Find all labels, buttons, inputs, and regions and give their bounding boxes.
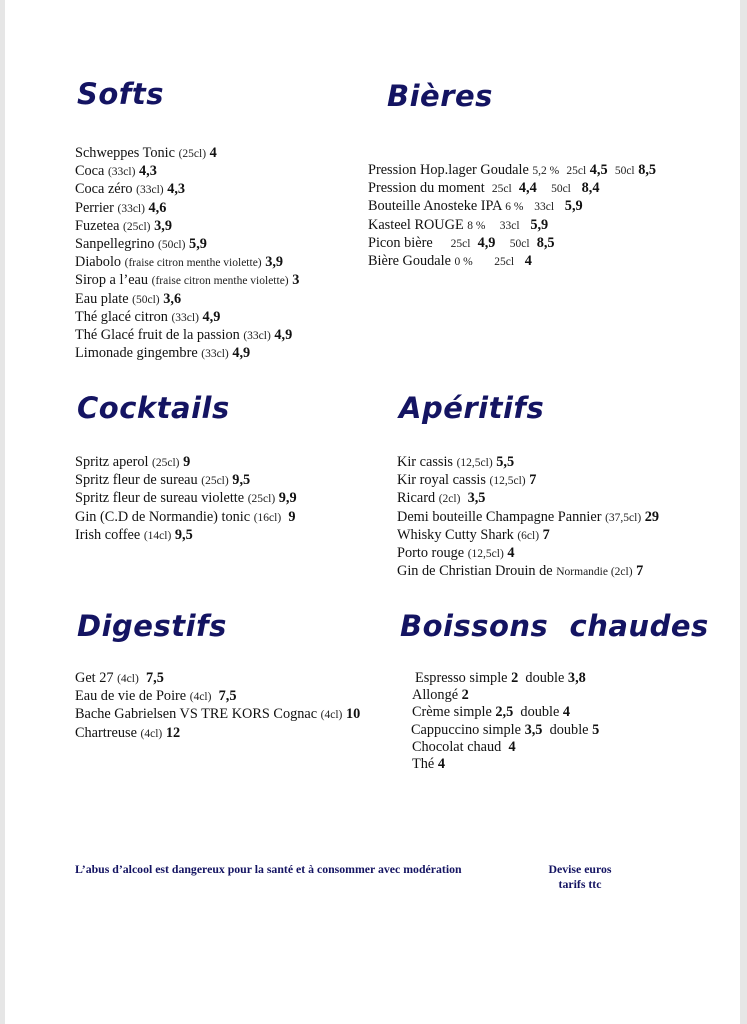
list-item (75, 291, 299, 309)
item-size: (fraise citron menthe violette) (151, 275, 289, 288)
list-item (397, 454, 659, 472)
item-price: 5 (592, 721, 600, 738)
section-title-softs: Softs (77, 77, 165, 111)
item-price: 4 (437, 756, 445, 773)
item-name: Cappuccino simple (411, 721, 521, 738)
list-item (75, 309, 299, 327)
item-price: 8,4 (581, 180, 600, 197)
section-title-cocktails: Cocktails (77, 391, 230, 425)
list-item (412, 670, 599, 687)
list-item (75, 272, 299, 290)
item-price: 4 (507, 545, 515, 562)
list-item (412, 687, 599, 704)
item-price: 3,9 (154, 217, 172, 234)
list-item (75, 472, 297, 490)
item-price: 2,5 (495, 704, 514, 721)
item-name: Allongé (412, 687, 459, 704)
item-price: 4 (209, 145, 217, 161)
item-abv: 5,2 % (532, 165, 560, 177)
item-name: Spritz fleur de sureau (75, 472, 198, 489)
item-price: 3,5 (467, 490, 486, 507)
item-size: 33cl (534, 201, 555, 214)
item-size: (14cl) (143, 529, 172, 542)
item-price: 2 (511, 670, 519, 686)
item-price: 4,4 (518, 180, 537, 197)
list-item (75, 670, 360, 688)
item-name: Chocolat chaud (412, 738, 502, 755)
item-name: Thé glacé citron (75, 308, 168, 325)
list-item (75, 254, 299, 272)
item-name: Porto rouge (397, 545, 465, 562)
item-size: 25cl (566, 165, 587, 177)
list-item (75, 527, 297, 545)
item-name: Whisky Cutty Shark (397, 526, 514, 543)
item-option-label: double (520, 704, 560, 721)
cocktails-list (75, 454, 297, 545)
item-name: Eau plate (75, 290, 129, 307)
item-name: Demi bouteille Champagne Pannier (397, 508, 602, 525)
item-size: (6cl) (517, 529, 540, 542)
list-item (411, 722, 599, 739)
item-price: 9,9 (278, 490, 297, 507)
item-price: 9 (288, 508, 296, 525)
item-size: (4cl) (140, 727, 163, 740)
item-name: Get 27 (75, 670, 114, 686)
digestifs-list (75, 670, 360, 743)
item-size: (25cl) (247, 493, 276, 506)
list-item (368, 235, 656, 253)
list-item (412, 739, 599, 756)
item-name: Limonade gingembre (75, 345, 198, 362)
section-title-bieres: Bières (387, 79, 493, 113)
item-name: Bière Goudale (368, 253, 451, 270)
item-size: Normandie (2cl) (556, 566, 633, 579)
item-price: 5,9 (564, 198, 583, 215)
list-item (397, 563, 659, 581)
item-price: 4,9 (477, 234, 496, 251)
item-name: Pression du moment (368, 180, 485, 197)
item-size: 50cl (551, 183, 571, 196)
tax-label: tarifs ttc (558, 877, 602, 891)
item-size: 50cl (614, 165, 635, 177)
list-item (75, 327, 299, 345)
item-size: (25cl) (152, 457, 180, 469)
item-name: Kir royal cassis (397, 472, 486, 489)
item-price: 9,5 (232, 472, 251, 489)
item-name: Espresso simple (415, 670, 508, 686)
item-price: 9 (183, 454, 191, 470)
item-name: Spritz aperol (75, 454, 149, 470)
list-item (397, 509, 659, 527)
item-price: 7,5 (218, 688, 237, 705)
list-item (397, 527, 659, 545)
alcohol-warning: L’abus d’alcool est dangereux pour la santé et à consommer avec modération (75, 862, 462, 876)
item-name: Kir cassis (397, 454, 453, 470)
list-item (75, 145, 299, 163)
item-size: (37,5cl) (605, 511, 642, 524)
item-price: 5,9 (189, 236, 207, 253)
item-price: 7,5 (145, 670, 164, 686)
item-price: 2 (461, 687, 469, 704)
list-item (368, 253, 656, 271)
item-price: 29 (644, 508, 660, 525)
section-title-aperitifs: Apéritifs (399, 391, 545, 425)
item-size: (25cl) (201, 475, 229, 488)
item-size: (16cl) (253, 511, 282, 524)
item-price: 4,3 (167, 181, 186, 198)
item-size: 33cl (499, 219, 520, 232)
item-name: Perrier (75, 199, 114, 216)
item-name: Thé (412, 756, 435, 773)
boissons-chaudes-list (412, 670, 599, 773)
list-item (368, 180, 656, 198)
item-price: 4 (524, 253, 532, 270)
item-size: (50cl) (132, 293, 160, 306)
item-option-label: double (525, 670, 565, 686)
item-name: Spritz fleur de sureau violette (75, 490, 245, 507)
item-size: (33cl) (243, 330, 271, 343)
list-item (368, 217, 656, 235)
item-price: 4,5 (589, 162, 608, 178)
section-title-boissons-chaudes: Boissons chaudes (400, 609, 709, 643)
list-item (75, 181, 299, 199)
item-name: Diabolo (75, 254, 122, 271)
item-size: (33cl) (136, 184, 164, 197)
item-size: (50cl) (158, 239, 186, 252)
aperitifs-list (397, 454, 659, 581)
list-item (75, 345, 299, 363)
item-price: 7 (529, 472, 537, 489)
bieres-list (368, 162, 656, 271)
menu-page (5, 0, 740, 1024)
list-item (412, 704, 599, 721)
list-item (75, 725, 360, 743)
list-item (75, 706, 360, 724)
item-price: 12 (165, 724, 181, 741)
item-name: Picon bière (368, 234, 433, 251)
list-item (412, 756, 599, 773)
item-name: Gin de Christian Drouin de (397, 563, 553, 580)
item-name: Schweppes Tonic (75, 145, 175, 161)
item-price: 3,5 (524, 721, 543, 738)
item-name: Bouteille Anosteke IPA (368, 198, 502, 215)
section-title-digestifs: Digestifs (77, 609, 227, 643)
item-name: Chartreuse (75, 724, 137, 741)
item-size: 50cl (509, 237, 530, 250)
item-option-label: double (549, 721, 589, 738)
item-size: (12,5cl) (489, 475, 526, 488)
item-name: Sanpellegrino (75, 236, 155, 253)
item-size: (fraise citron menthe violette) (124, 257, 262, 270)
list-item (368, 162, 656, 180)
item-size: (25cl) (178, 148, 207, 160)
list-item (75, 200, 299, 218)
item-size: (12,5cl) (456, 457, 493, 469)
item-size: 25cl (491, 183, 512, 196)
item-name: Irish coffee (75, 526, 141, 543)
item-size: (4cl) (189, 691, 212, 704)
currency-note (535, 862, 625, 892)
item-name: Coca zéro (75, 181, 133, 198)
item-price: 3,9 (265, 254, 284, 271)
item-price: 4,9 (202, 308, 221, 325)
item-name: Crème simple (412, 704, 492, 721)
item-name: Thé Glacé fruit de la passion (75, 327, 240, 344)
item-price: 4,9 (232, 345, 251, 362)
item-size: (33cl) (117, 202, 145, 215)
item-price: 4 (562, 704, 571, 721)
item-name: Pression Hop.lager Goudale (368, 162, 529, 178)
item-name: Sirop a l’eau (75, 272, 149, 289)
item-price: 3,6 (163, 290, 182, 307)
item-price: 3 (292, 272, 300, 289)
item-abv: 6 % (505, 201, 524, 214)
list-item (368, 198, 656, 216)
item-abv: 8 % (467, 219, 486, 232)
item-price: 9,5 (174, 526, 193, 543)
item-name: Kasteel ROUGE (368, 216, 464, 233)
item-price: 4,3 (139, 163, 157, 180)
item-price: 5,9 (530, 216, 549, 233)
item-price: 8,5 (536, 234, 555, 251)
list-item (75, 236, 299, 254)
item-abv: 0 % (454, 256, 473, 269)
list-item (75, 454, 297, 472)
item-price: 3,8 (567, 670, 586, 686)
list-item (75, 509, 297, 527)
list-item (397, 472, 659, 490)
item-price: 5,5 (496, 454, 515, 470)
item-price: 4,9 (274, 327, 293, 344)
item-name: Eau de vie de Poire (75, 688, 187, 705)
item-size: (33cl) (201, 348, 229, 361)
list-item (75, 490, 297, 508)
item-name: Coca (75, 163, 105, 180)
item-price: 4 (508, 738, 516, 755)
item-price: 7 (542, 526, 550, 543)
item-name: Gin (C.D de Normandie) tonic (75, 508, 251, 525)
item-size: (4cl) (320, 709, 343, 722)
list-item (397, 545, 659, 563)
item-size: (33cl) (107, 166, 136, 179)
item-price: 10 (345, 706, 361, 723)
softs-list (75, 145, 299, 363)
list-item (75, 688, 360, 706)
item-name: Fuzetea (75, 217, 120, 234)
list-item (397, 490, 659, 508)
item-price: 4,6 (148, 199, 167, 216)
item-price: 7 (636, 563, 644, 580)
item-size: (12,5cl) (467, 548, 504, 561)
item-size: 25cl (450, 237, 471, 250)
currency-label: Devise euros (548, 862, 612, 876)
item-size: 25cl (494, 256, 515, 269)
list-item (75, 163, 299, 181)
item-size: (2cl) (438, 493, 461, 506)
item-price: 8,5 (638, 162, 657, 178)
item-name: Bache Gabrielsen VS TRE KORS Cognac (75, 706, 318, 723)
item-name: Ricard (397, 490, 436, 507)
item-size: (33cl) (171, 311, 199, 324)
list-item (75, 218, 299, 236)
item-size: (4cl) (117, 673, 139, 685)
item-size: (25cl) (123, 220, 151, 233)
